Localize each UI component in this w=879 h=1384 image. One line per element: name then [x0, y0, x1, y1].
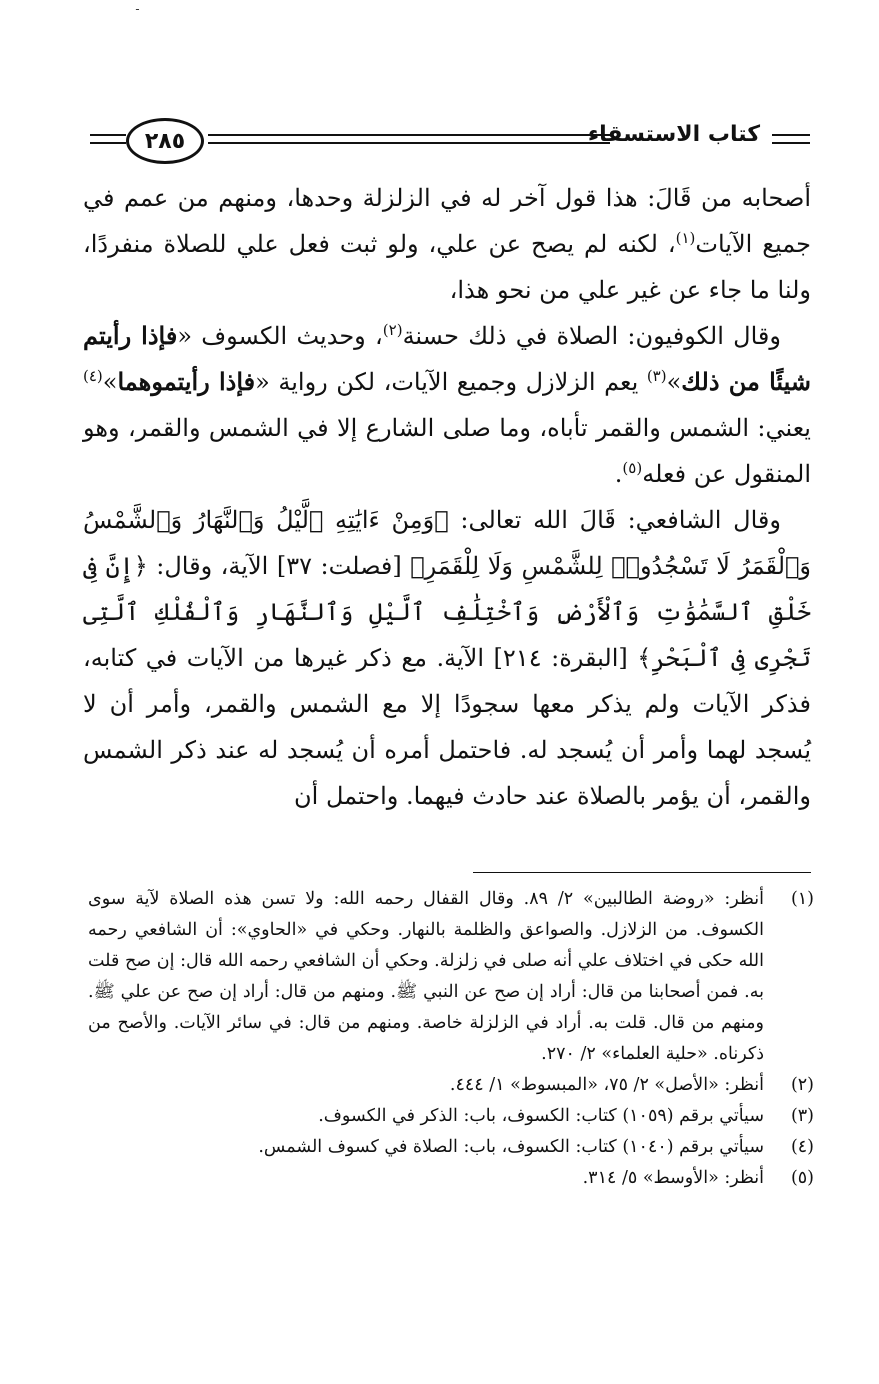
footnote-number: (١): [790, 889, 814, 909]
footnote-ref: (٢): [382, 321, 403, 339]
quran-verse: ﴿وَمِنْ ءَايَٰتِهِ ٱلَّيْلُ وَٱلنَّهَارُ وَٱلشَّمْسُ وَٱلْقَمَرُ لَا تَسْجُدُوا۟ لِلشَّمْسِ وَلَا لِلْقَمَرِ﴾: [83, 506, 811, 580]
footnote-separator: [473, 872, 811, 873]
footnote-ref: (٣): [646, 367, 667, 385]
footnote-text: أنظر: «الأوسط» ٥/ ٣١٤.: [582, 1168, 764, 1188]
quran-verse: ﴿إِنَّ فِى خَلْقِ ٱلسَّمَٰوَٰتِ وَٱلْأَرْضِ وَٱخْتِلَٰفِ ٱلَّيْلِ وَٱلنَّهَارِ وَٱلْفُلْكِ ٱلَّتِى تَجْرِى فِى ٱلْبَحْرِ﴾: [83, 552, 812, 672]
footnote-ref: (١): [675, 229, 696, 247]
paragraph-1: [83, 175, 811, 313]
footnote-text: سيأتي برقم (١٠٥٩) كتاب: الكسوف، باب: الذكر في الكسوف.: [318, 1106, 764, 1126]
text-run: يعم الزلازل وجميع الآيات، لكن رواية «: [255, 368, 647, 396]
text-run: »: [102, 368, 118, 396]
footnote-number: (٢): [790, 1075, 814, 1095]
text-run: .: [614, 460, 623, 488]
hadith-quote: فإذا رأيتم شيئًا من ذلك: [83, 321, 812, 396]
text-run: أصحابه من قَالَ: هذا قول آخر له في الزلزلة وحدها، ومنهم من عمم في جميع الآيات: [83, 184, 812, 258]
footnote-2: [88, 1070, 814, 1101]
main-text: [83, 175, 811, 819]
text-run: وقال الكوفيون: الصلاة في ذلك حسنة: [402, 322, 781, 350]
footnote-1: [88, 884, 814, 1070]
header-rule-middle: [208, 134, 610, 144]
header-rule-right: [772, 134, 810, 144]
paragraph-3: [83, 497, 811, 819]
text-run: »: [666, 368, 682, 396]
footnote-5: [88, 1163, 814, 1194]
paragraph-2: [83, 313, 811, 497]
stray-mark: ـ: [136, 2, 139, 13]
header-rule-left: [90, 134, 126, 144]
footnote-text: أنظر: «روضة الطالبين» ٢/ ٨٩. وقال القفال رحمه الله: ولا تسن هذه الصلاة لآية سوى الكسوف. من الزلازل. والصواعق والظلمة بالنهار. وحكي في «الحاوي»: أن الشافعي رحمه الله حكى في اختلاف علي أنه صلى في زلزلة. وحكي أن الشافعي رحمه الله قال: إن صح قلت به. فمن أصحابنا من قال: أراد إن صح عن النبي ﷺ. ومنهم من قال: أراد إن صح عن علي ﷺ. ومنهم من قال. قلت به. أراد في الزلزلة خاصة. ومنهم من قال: في سائر الآيات. والأصح من ذكرناه. «حلية العلماء» ٢/ ٢٧٠.: [88, 889, 765, 1064]
page-number: ٢٨٥: [126, 118, 204, 164]
footnote-number: (٥): [790, 1168, 814, 1188]
footnote-4: [88, 1132, 814, 1163]
text-run: ، لكنه لم يصح عن علي، ولو ثبت فعل علي للصلاة منفردًا، ولنا ما جاء عن غير علي من نحو هذا،: [83, 230, 811, 304]
text-run: يعني: الشمس والقمر تأباه، وما صلى الشارع إلا في الشمس والقمر، وهو المنقول عن فعله: [83, 414, 811, 488]
footnote-number: (٣): [790, 1106, 814, 1126]
text-run: وقال الشافعي: قَالَ الله تعالى:: [448, 506, 781, 534]
hadith-quote: فإذا رأيتموهما: [117, 367, 256, 396]
footnote-text: أنظر: «الأصل» ٢/ ٧٥، «المبسوط» ١/ ٤٤٤.: [449, 1075, 764, 1095]
footnote-text: سيأتي برقم (١٠٤٠) كتاب: الكسوف، باب: الصلاة في كسوف الشمس.: [258, 1137, 764, 1157]
book-section-title: كتاب الاستسقاء: [587, 122, 760, 147]
footnote-number: (٤): [790, 1137, 814, 1157]
footnote-ref: (٤): [83, 367, 103, 385]
text-run: [فصلت: ٣٧] الآية، وقال:: [147, 552, 411, 580]
footnote-3: [88, 1101, 814, 1132]
footnote-ref: (٥): [622, 459, 643, 477]
footnotes: [88, 884, 814, 1194]
text-run: [البقرة: ٢١٤] الآية. مع ذكر غيرها من الآيات في كتابه، فذكر الآيات ولم يذكر معها سجودًا إلا مع الشمس والقمر، وأمر أن لا يُسجد لهما وأمر أن يُسجد له. فاحتمل أمره أن يُسجد له عند ذكر الشمس والقمر، أن يؤمر بالصلاة عند حادث فيهما. واحتمل أن: [83, 644, 811, 810]
running-header: [90, 118, 810, 166]
text-run: ، وحديث الكسوف «: [177, 322, 383, 350]
